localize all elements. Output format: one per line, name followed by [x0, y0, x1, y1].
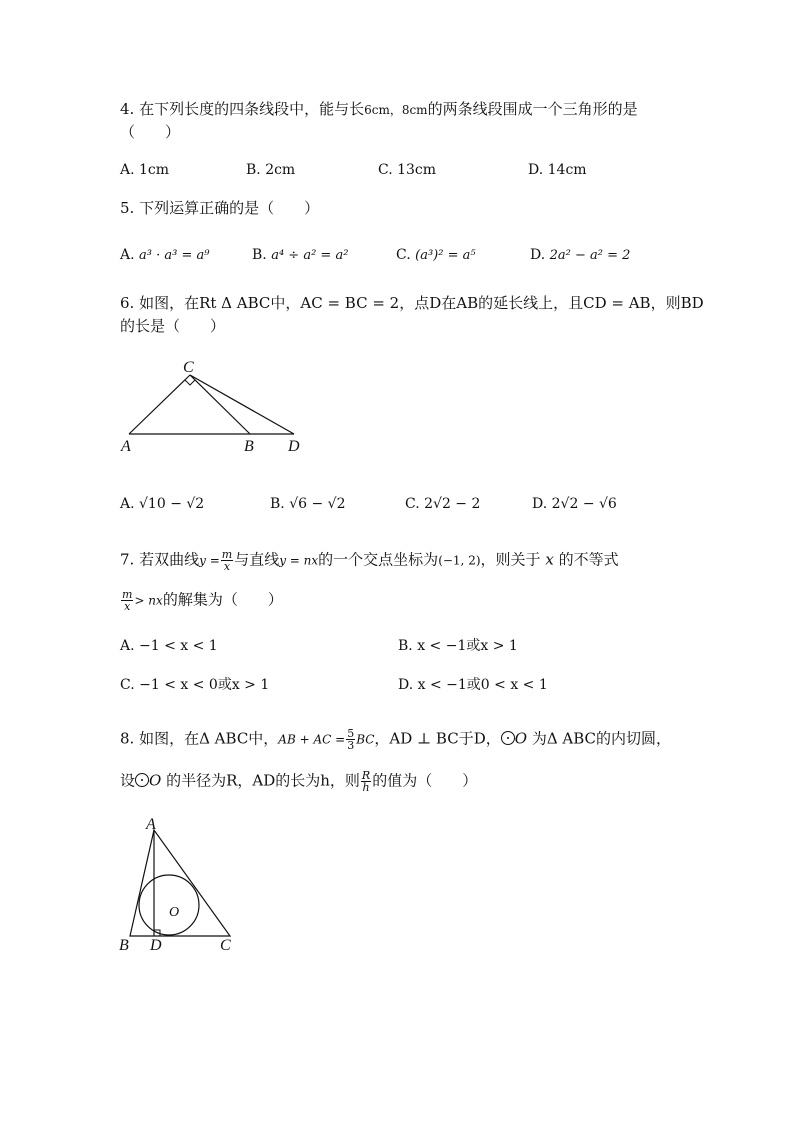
- q8-text-1: 8. 如图，在Δ ABC中，: [120, 729, 279, 748]
- q8-label-o: O: [169, 905, 180, 920]
- q7-ineq-den: x: [124, 600, 131, 613]
- q8-stem-line2: [120, 770, 477, 793]
- q7-ineq-tail: > nx: [134, 593, 163, 608]
- q5-option-d-expr: 2a² − a² = 2: [549, 248, 631, 263]
- q4-option-b[interactable]: B. 2cm: [246, 162, 296, 178]
- q7-point: (−1, 2): [438, 553, 481, 568]
- q8-text-5: 的半径为R，AD的长为h，则: [161, 771, 360, 790]
- q6-option-c[interactable]: [405, 494, 480, 514]
- q7-frac-num: m: [221, 548, 233, 561]
- q7-frac-den: x: [223, 560, 231, 573]
- q8-label-d: D: [150, 937, 162, 954]
- q6-option-d[interactable]: [532, 494, 617, 514]
- q6-option-c-expr: 2√2 − 2: [424, 496, 481, 512]
- q6-stem-line2: 的长是（ ）: [120, 317, 226, 335]
- q7-text-4: ，则关于: [480, 550, 541, 569]
- q6-label-c: C: [183, 359, 194, 376]
- q7-option-d[interactable]: D. x < −1或0 < x < 1: [398, 677, 548, 693]
- q6-option-a-label: A.: [120, 496, 135, 512]
- q4-stem-text-a: 4. 在下列长度的四条线段中，能与长: [120, 100, 365, 118]
- q6-right-angle-mark: [185, 380, 195, 385]
- q4-option-d[interactable]: D. 14cm: [528, 162, 587, 178]
- q7-text-1: 7. 若双曲线: [120, 550, 200, 569]
- q8-triangle-abc: [130, 830, 230, 936]
- q8-ratio-num: R: [361, 769, 371, 782]
- q4-paren: （ ）: [120, 123, 181, 141]
- q6-segment-ca: [129, 375, 190, 434]
- q7-text-2: 与直线: [234, 550, 280, 569]
- q4-option-c[interactable]: C. 13cm: [378, 162, 437, 178]
- q5-option-a-label: A.: [120, 247, 135, 263]
- q6-option-a[interactable]: [120, 494, 204, 514]
- q8-circle-o: O: [514, 729, 528, 748]
- q4-stem-text-c: 的两条线段围成一个三角形的是: [427, 100, 638, 118]
- q8-cond-den: 3: [347, 739, 355, 752]
- q8-stem-line1: [120, 728, 671, 751]
- q5-option-b-expr: a⁴ ÷ a² = a²: [271, 248, 349, 263]
- q5-option-c-expr: (a³)² = a⁵: [415, 248, 476, 263]
- q7-stem-line2: [120, 589, 283, 612]
- circle-dot-icon: [135, 773, 149, 787]
- q8-cond-frac: [346, 728, 355, 751]
- q7-option-a[interactable]: A. −1 < x < 1: [120, 638, 218, 654]
- q8-label-b: B: [119, 937, 129, 954]
- q6-label-d: D: [288, 438, 300, 455]
- q7-text-3: 的一个交点坐标为: [318, 550, 439, 569]
- q8-cond-num: 5: [347, 727, 355, 740]
- q6-label-b: B: [244, 438, 254, 455]
- q7-option-c[interactable]: C. −1 < x < 0或x > 1: [120, 677, 270, 693]
- q8-text-4: 设: [120, 771, 136, 790]
- q7-hyperbola-lhs: y =: [199, 553, 220, 568]
- q5-option-b[interactable]: [252, 245, 348, 266]
- q5-option-a[interactable]: [120, 245, 209, 266]
- q8-text-2: ，AD ⊥ BC于D，: [374, 729, 501, 748]
- q7-var: x: [545, 550, 554, 569]
- q7-hyperbola-frac: [221, 549, 233, 572]
- q5-option-c-label: C.: [396, 247, 411, 263]
- q8-label-c: C: [220, 937, 231, 954]
- q6-option-c-label: C.: [405, 496, 420, 512]
- q7-line-eq: y = nx: [279, 553, 319, 568]
- q8-ratio-den: h: [362, 781, 370, 794]
- q6-stem-line1: 6. 如图，在Rt Δ ABC中，AC = BC = 2，点D在AB的延长线上，且CD = AB，则BD: [120, 294, 704, 312]
- q5-option-a-expr: a³ · a³ = a⁹: [139, 248, 210, 263]
- q6-option-d-label: D.: [532, 496, 548, 512]
- q6-option-b[interactable]: [270, 494, 346, 514]
- circle-dot-icon: [501, 731, 515, 745]
- q7-text-6: 的解集为（ ）: [162, 590, 283, 609]
- q8-text-6: 的值为（ ）: [372, 771, 478, 790]
- q8-circle-o-2: O: [149, 771, 162, 790]
- q7-stem-line1: [120, 549, 619, 572]
- q6-option-a-expr: √10 − √2: [139, 496, 205, 512]
- q6-option-b-expr: √6 − √2: [289, 496, 346, 512]
- q5-stem: 5. 下列运算正确的是（ ）: [120, 199, 320, 217]
- q5-option-b-label: B.: [252, 247, 267, 263]
- q8-cond-lhs: AB + AC =: [278, 732, 346, 747]
- q8-incircle-figure: [112, 812, 252, 957]
- q8-label-a: A: [146, 816, 156, 833]
- q6-option-d-expr: 2√2 − √6: [551, 496, 617, 512]
- q6-triangle-figure: [110, 355, 320, 455]
- q6-option-b-label: B.: [270, 496, 285, 512]
- q8-text-3: 为Δ ABC的内切圆，: [527, 729, 672, 748]
- q7-ineq-num: m: [122, 588, 133, 601]
- q7-ineq-frac: [121, 589, 133, 612]
- q4-stem: [120, 99, 638, 120]
- q5-option-d-label: D.: [530, 247, 546, 263]
- q7-text-5: 的不等式: [558, 550, 619, 569]
- q8-ratio-frac: [361, 770, 371, 793]
- q5-option-d[interactable]: [530, 245, 630, 266]
- q4-lengths: 6cm，8cm: [364, 103, 428, 117]
- q4-option-a[interactable]: A. 1cm: [120, 162, 170, 178]
- q5-option-c[interactable]: [396, 245, 476, 266]
- q6-segment-cd: [190, 375, 294, 434]
- q6-label-a: A: [121, 438, 131, 455]
- q7-option-b[interactable]: B. x < −1或x > 1: [398, 638, 518, 654]
- q8-cond-rhs: BC: [356, 732, 375, 747]
